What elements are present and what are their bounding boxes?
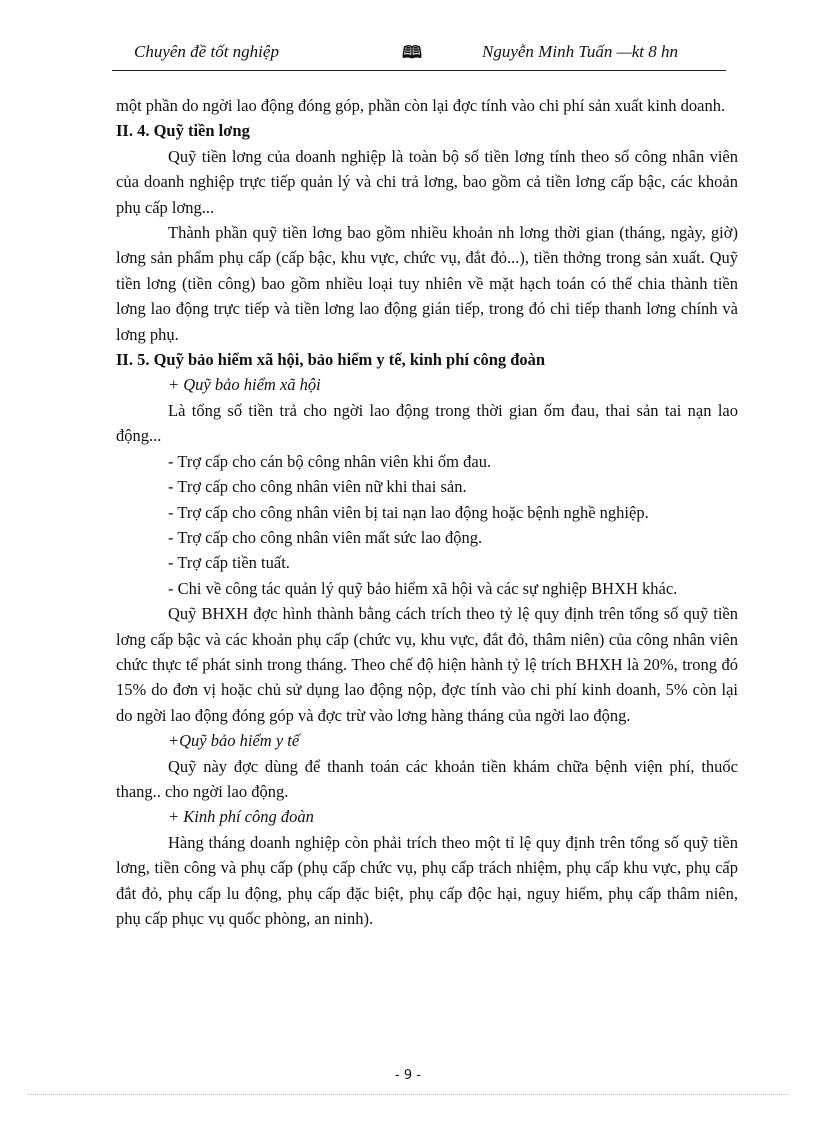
header-title: Chuyên đề tốt nghiệp xyxy=(134,42,279,61)
paragraph: Thành phần quỹ tiền lơng bao gồm nhiều khoản nh lơng thời gian (tháng, ngày, giờ) lơng sản phẩm phụ cấp (cấp bậc, khu vực, chức vụ, đắt đỏ...), tiền thởng trong sản xuất. Quỹ tiền lơng (tiền công) bao gồm nhiều loại tuy nhiên về mặt hạch toán có thể chia thành tiền lơng lao động trực tiếp và tiền lơng lao động gián tiếp, trong đó chi tiếp thanh lơng chính và lơng phụ. xyxy=(116,223,738,344)
book-icon: 🕮 xyxy=(402,43,423,62)
paragraph: Quỹ BHXH đợc hình thành bằng cách trích theo tỷ lệ quy định trên tổng số quỹ tiền lơng cấp bậc và các khoản phụ cấp (chức vụ, khu vực, đắt đỏ, thâm niên) của công nhân viên chức thực tế phát sinh trong tháng. Theo chế độ hiện hành tỷ lệ trích BHXH là 20%, trong đó 15% do đơn vị hoặc chủ sử dụng lao động nộp, đợc tính vào chi phí kinh doanh, 5% còn lại do ngời lao động đóng góp và đợc trừ vào lơng hàng tháng của ngời lao động. xyxy=(116,604,738,725)
page-number: - 9 - xyxy=(395,1068,421,1083)
section-heading: II. 4. Quỹ tiền lơng xyxy=(116,121,250,141)
paragraph: Hàng tháng doanh nghiệp còn phải trích theo một tỉ lệ quy định trên tổng số quỹ tiền lơng, tiền công và phụ cấp (phụ cấp chức vụ, phụ cấp trách nhiệm, phụ cấp khu vực, phụ cấp đắt đỏ, phụ cấp lu động, phụ cấp đặc biệt, phụ cấp độc hại, nguy hiểm, phụ cấp thâm niên, phụ cấp phục vụ quốc phòng, an ninh). xyxy=(116,832,738,928)
subheading: + Quỹ bảo hiểm xã hội xyxy=(168,375,321,395)
page-bottom-divider xyxy=(28,1094,788,1095)
paragraph: một phần do ngời lao động đóng góp, phần còn lại đợc tính vào chi phí sản xuất kinh doanh. xyxy=(116,96,726,115)
list-item: - Trợ cấp cho cán bộ công nhân viên khi ốm đau. xyxy=(168,451,492,471)
section-heading: II. 5. Quỹ bảo hiểm xã hội, bảo hiểm y tế, kinh phí công đoàn xyxy=(116,350,546,370)
header-author: Nguyễn Minh Tuấn —kt 8 hn xyxy=(482,42,678,61)
list-item: - Chi về công tác quản lý quỹ bảo hiểm xã hội và các sự nghiệp BHXH khác. xyxy=(168,578,678,598)
document-body xyxy=(116,93,738,931)
list-item: - Trợ cấp tiền tuất. xyxy=(168,553,290,573)
paragraph: Là tổng số tiền trả cho ngời lao động trong thời gian ốm đau, thai sản tai nạn lao động... xyxy=(116,400,738,446)
page-header xyxy=(112,40,726,71)
subheading: +Quỹ bảo hiểm y tế xyxy=(168,731,300,751)
list-item: - Trợ cấp cho công nhân viên nữ khi thai sản. xyxy=(168,477,467,497)
list-item: - Trợ cấp cho công nhân viên mất sức lao động. xyxy=(168,527,483,547)
subheading: + Kinh phí công đoàn xyxy=(168,807,314,827)
list-item: - Trợ cấp cho công nhân viên bị tai nạn lao động hoặc bệnh nghề nghiệp. xyxy=(168,502,649,522)
paragraph: Quỹ tiền lơng của doanh nghiệp là toàn bộ số tiền lơng tính theo số công nhân viên của doanh nghiệp trực tiếp quản lý và chi trả lơng, bao gồm cả tiền lơng cấp bậc, các khoản phụ cấp lơng... xyxy=(116,146,738,217)
paragraph: Quỹ này đợc dùng để thanh toán các khoản tiền khám chữa bệnh viện phí, thuốc thang.. cho ngời lao động. xyxy=(116,756,738,801)
